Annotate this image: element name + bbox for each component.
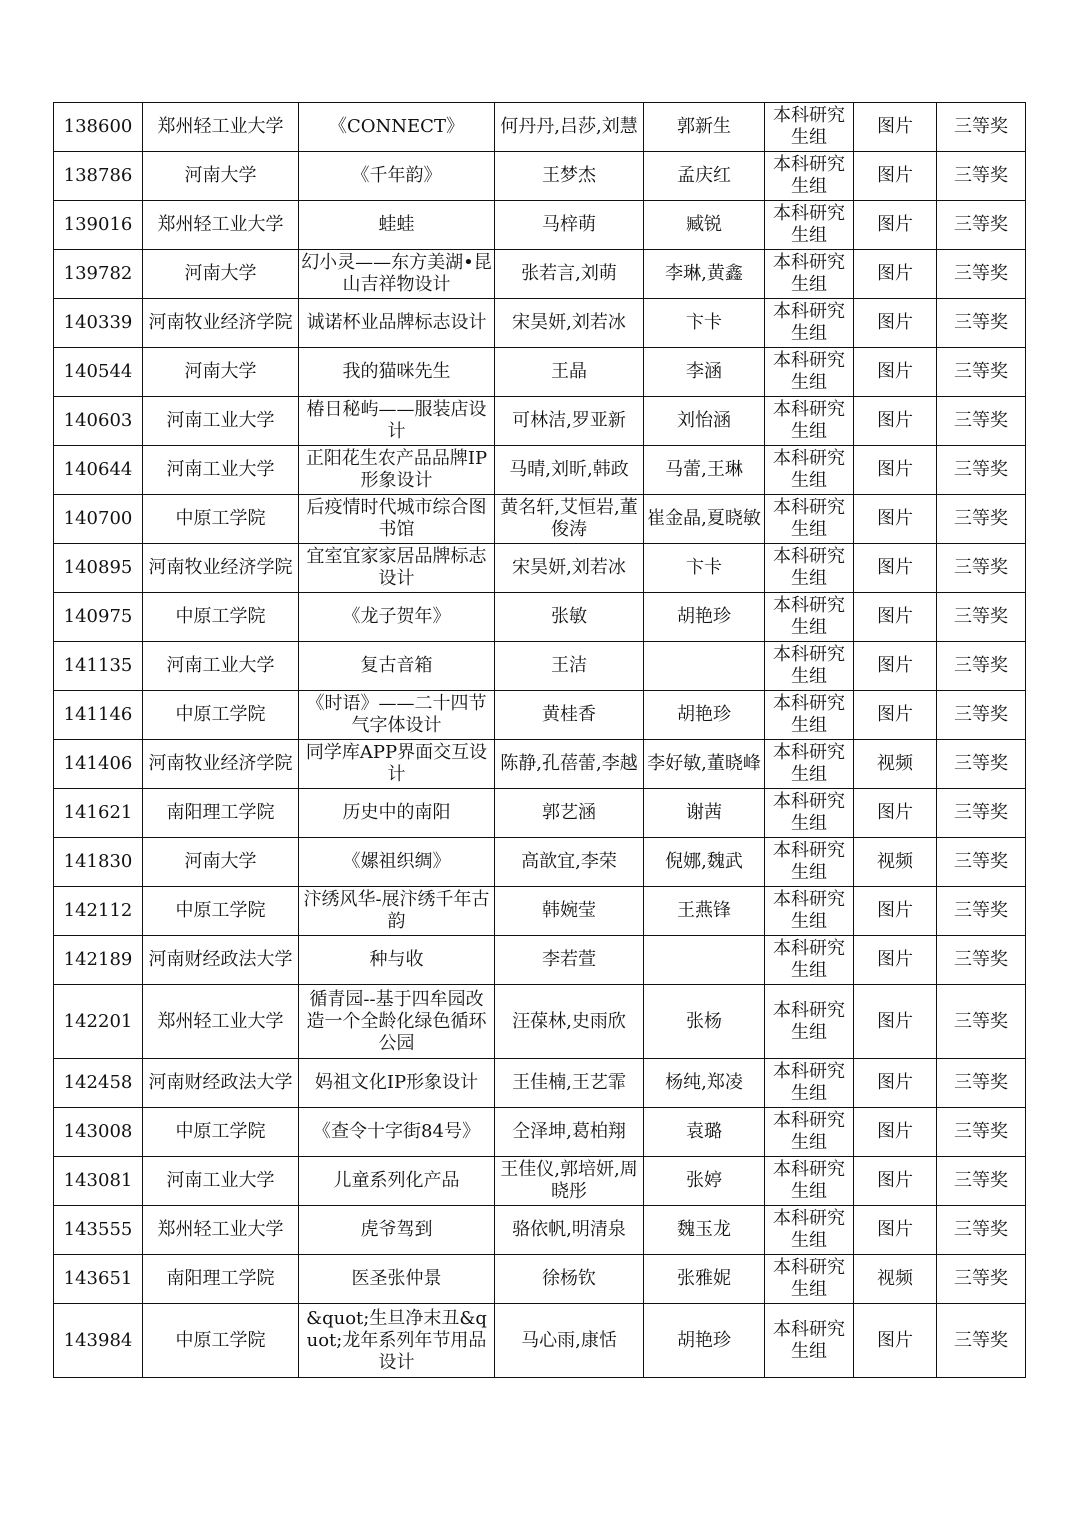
group-cell: 本科研究生组 (765, 1304, 854, 1378)
work-title-cell: 《时语》——二十四节气字体设计 (299, 691, 495, 740)
table-row (54, 1206, 1026, 1255)
advisor-cell: 马蕾,王琳 (644, 446, 765, 495)
advisor-cell: 李琳,黄鑫 (644, 250, 765, 299)
group-cell: 本科研究生组 (765, 1157, 854, 1206)
school-cell: 河南牧业经济学院 (143, 299, 299, 348)
entry-id-cell: 142458 (54, 1059, 143, 1108)
group-cell: 本科研究生组 (765, 103, 854, 152)
group-cell: 本科研究生组 (765, 740, 854, 789)
table-row (54, 544, 1026, 593)
table-row (54, 887, 1026, 936)
table-row (54, 103, 1026, 152)
entry-id-cell: 138786 (54, 152, 143, 201)
work-title-cell: 种与收 (299, 936, 495, 985)
work-type-cell: 图片 (854, 642, 937, 691)
authors-cell: 徐杨钦 (495, 1255, 644, 1304)
work-type-cell: 图片 (854, 152, 937, 201)
entry-id-cell: 140544 (54, 348, 143, 397)
authors-cell: 王佳仪,郭培妍,周晓彤 (495, 1157, 644, 1206)
group-cell: 本科研究生组 (765, 495, 854, 544)
work-title-cell: 蛙蛙 (299, 201, 495, 250)
work-type-cell: 图片 (854, 1108, 937, 1157)
table-row (54, 397, 1026, 446)
work-type-cell: 图片 (854, 1059, 937, 1108)
award-cell: 三等奖 (937, 1157, 1026, 1206)
advisor-cell: 倪娜,魏武 (644, 838, 765, 887)
advisor-cell: 卞卡 (644, 544, 765, 593)
advisor-cell: 王燕锋 (644, 887, 765, 936)
award-cell: 三等奖 (937, 838, 1026, 887)
authors-cell: 张敏 (495, 593, 644, 642)
school-cell: 河南工业大学 (143, 446, 299, 495)
advisor-cell: 袁璐 (644, 1108, 765, 1157)
award-cell: 三等奖 (937, 103, 1026, 152)
entry-id-cell: 143651 (54, 1255, 143, 1304)
authors-cell: 黄名轩,艾恒岩,董俊涛 (495, 495, 644, 544)
school-cell: 河南牧业经济学院 (143, 544, 299, 593)
award-cell: 三等奖 (937, 887, 1026, 936)
authors-cell: 宋昊妍,刘若冰 (495, 544, 644, 593)
award-cell: 三等奖 (937, 152, 1026, 201)
advisor-cell: 卞卡 (644, 299, 765, 348)
group-cell: 本科研究生组 (765, 887, 854, 936)
work-title-cell: 同学库APP界面交互设计 (299, 740, 495, 789)
authors-cell: 马梓萌 (495, 201, 644, 250)
authors-cell: 黄桂香 (495, 691, 644, 740)
table-row (54, 642, 1026, 691)
school-cell: 南阳理工学院 (143, 789, 299, 838)
work-title-cell: 幻小灵——东方美湖•昆山吉祥物设计 (299, 250, 495, 299)
group-cell: 本科研究生组 (765, 936, 854, 985)
entry-id-cell: 140603 (54, 397, 143, 446)
table-row (54, 250, 1026, 299)
work-title-cell: 诚诺杯业品牌标志设计 (299, 299, 495, 348)
group-cell: 本科研究生组 (765, 1108, 854, 1157)
work-type-cell: 图片 (854, 1206, 937, 1255)
authors-cell: 张若言,刘萌 (495, 250, 644, 299)
entry-id-cell: 143008 (54, 1108, 143, 1157)
authors-cell: 李若萱 (495, 936, 644, 985)
work-title-cell: 儿童系列化产品 (299, 1157, 495, 1206)
authors-cell: 马晴,刘昕,韩政 (495, 446, 644, 495)
school-cell: 郑州轻工业大学 (143, 1206, 299, 1255)
table-row (54, 201, 1026, 250)
work-type-cell: 视频 (854, 838, 937, 887)
entry-id-cell: 139782 (54, 250, 143, 299)
table-row (54, 1255, 1026, 1304)
work-title-cell: &quot;生旦净末丑&quot;龙年系列年节用品设计 (299, 1304, 495, 1378)
work-type-cell: 图片 (854, 936, 937, 985)
entry-id-cell: 141830 (54, 838, 143, 887)
table-row (54, 446, 1026, 495)
school-cell: 中原工学院 (143, 1108, 299, 1157)
award-cell: 三等奖 (937, 397, 1026, 446)
group-cell: 本科研究生组 (765, 446, 854, 495)
work-title-cell: 正阳花生农产品品牌IP形象设计 (299, 446, 495, 495)
work-title-cell: 虎爷驾到 (299, 1206, 495, 1255)
work-type-cell: 图片 (854, 544, 937, 593)
authors-cell: 马心雨,康恬 (495, 1304, 644, 1378)
group-cell: 本科研究生组 (765, 985, 854, 1059)
school-cell: 河南大学 (143, 250, 299, 299)
advisor-cell: 张雅妮 (644, 1255, 765, 1304)
school-cell: 中原工学院 (143, 691, 299, 740)
award-list-table (53, 102, 1026, 1378)
school-cell: 河南大学 (143, 348, 299, 397)
entry-id-cell: 142112 (54, 887, 143, 936)
table-row (54, 936, 1026, 985)
table-row (54, 495, 1026, 544)
entry-id-cell: 141621 (54, 789, 143, 838)
authors-cell: 可林洁,罗亚新 (495, 397, 644, 446)
award-cell: 三等奖 (937, 544, 1026, 593)
work-title-cell: 历史中的南阳 (299, 789, 495, 838)
school-cell: 南阳理工学院 (143, 1255, 299, 1304)
work-type-cell: 图片 (854, 887, 937, 936)
authors-cell: 何丹丹,吕莎,刘慧 (495, 103, 644, 152)
advisor-cell: 张杨 (644, 985, 765, 1059)
entry-id-cell: 143081 (54, 1157, 143, 1206)
advisor-cell: 谢茜 (644, 789, 765, 838)
work-type-cell: 图片 (854, 250, 937, 299)
entry-id-cell: 142189 (54, 936, 143, 985)
authors-cell: 陈静,孔蓓蕾,李越 (495, 740, 644, 789)
table-row (54, 348, 1026, 397)
work-title-cell: 汴绣风华-展汴绣千年古韵 (299, 887, 495, 936)
school-cell: 中原工学院 (143, 593, 299, 642)
work-title-cell: 《千年韵》 (299, 152, 495, 201)
work-title-cell: 《CONNECT》 (299, 103, 495, 152)
table-row (54, 1108, 1026, 1157)
school-cell: 郑州轻工业大学 (143, 985, 299, 1059)
award-cell: 三等奖 (937, 348, 1026, 397)
school-cell: 郑州轻工业大学 (143, 201, 299, 250)
group-cell: 本科研究生组 (765, 593, 854, 642)
table-row (54, 299, 1026, 348)
advisor-cell: 崔金晶,夏晓敏 (644, 495, 765, 544)
table-body (54, 103, 1026, 1378)
group-cell: 本科研究生组 (765, 1059, 854, 1108)
entry-id-cell: 140700 (54, 495, 143, 544)
authors-cell: 宋昊妍,刘若冰 (495, 299, 644, 348)
award-cell: 三等奖 (937, 1255, 1026, 1304)
award-cell: 三等奖 (937, 495, 1026, 544)
advisor-cell: 胡艳珍 (644, 593, 765, 642)
group-cell: 本科研究生组 (765, 838, 854, 887)
award-cell: 三等奖 (937, 1108, 1026, 1157)
work-title-cell: 《龙子贺年》 (299, 593, 495, 642)
entry-id-cell: 142201 (54, 985, 143, 1059)
school-cell: 中原工学院 (143, 1304, 299, 1378)
entry-id-cell: 143555 (54, 1206, 143, 1255)
entry-id-cell: 140644 (54, 446, 143, 495)
authors-cell: 王洁 (495, 642, 644, 691)
advisor-cell: 胡艳珍 (644, 691, 765, 740)
work-type-cell: 图片 (854, 348, 937, 397)
work-title-cell: 《嫘祖织绸》 (299, 838, 495, 887)
award-cell: 三等奖 (937, 789, 1026, 838)
table-row (54, 691, 1026, 740)
authors-cell: 王晶 (495, 348, 644, 397)
work-title-cell: 《查令十字街84号》 (299, 1108, 495, 1157)
award-cell: 三等奖 (937, 642, 1026, 691)
group-cell: 本科研究生组 (765, 397, 854, 446)
award-cell: 三等奖 (937, 593, 1026, 642)
group-cell: 本科研究生组 (765, 642, 854, 691)
table-row (54, 152, 1026, 201)
entry-id-cell: 140895 (54, 544, 143, 593)
work-title-cell: 复古音箱 (299, 642, 495, 691)
authors-cell: 汪葆林,史雨欣 (495, 985, 644, 1059)
work-type-cell: 视频 (854, 740, 937, 789)
work-type-cell: 视频 (854, 1255, 937, 1304)
table-row (54, 740, 1026, 789)
school-cell: 河南工业大学 (143, 642, 299, 691)
award-cell: 三等奖 (937, 250, 1026, 299)
advisor-cell (644, 642, 765, 691)
authors-cell: 郭艺涵 (495, 789, 644, 838)
school-cell: 河南财经政法大学 (143, 936, 299, 985)
school-cell: 郑州轻工业大学 (143, 103, 299, 152)
group-cell: 本科研究生组 (765, 152, 854, 201)
group-cell: 本科研究生组 (765, 250, 854, 299)
table-row (54, 1304, 1026, 1378)
work-title-cell: 循青园--基于四牟园改造一个全龄化绿色循环公园 (299, 985, 495, 1059)
entry-id-cell: 138600 (54, 103, 143, 152)
work-title-cell: 医圣张仲景 (299, 1255, 495, 1304)
award-cell: 三等奖 (937, 740, 1026, 789)
school-cell: 中原工学院 (143, 495, 299, 544)
work-title-cell: 后疫情时代城市综合图书馆 (299, 495, 495, 544)
work-type-cell: 图片 (854, 1157, 937, 1206)
advisor-cell (644, 936, 765, 985)
work-type-cell: 图片 (854, 495, 937, 544)
group-cell: 本科研究生组 (765, 299, 854, 348)
entry-id-cell: 141406 (54, 740, 143, 789)
group-cell: 本科研究生组 (765, 691, 854, 740)
work-type-cell: 图片 (854, 593, 937, 642)
work-type-cell: 图片 (854, 446, 937, 495)
work-type-cell: 图片 (854, 201, 937, 250)
table-row (54, 985, 1026, 1059)
advisor-cell: 孟庆红 (644, 152, 765, 201)
award-cell: 三等奖 (937, 936, 1026, 985)
award-cell: 三等奖 (937, 446, 1026, 495)
authors-cell: 高歆宜,李荣 (495, 838, 644, 887)
work-title-cell: 妈祖文化IP形象设计 (299, 1059, 495, 1108)
authors-cell: 韩婉莹 (495, 887, 644, 936)
table-row (54, 593, 1026, 642)
entry-id-cell: 139016 (54, 201, 143, 250)
table-row (54, 1157, 1026, 1206)
authors-cell: 骆依帆,明清泉 (495, 1206, 644, 1255)
work-title-cell: 宜室宜家家居品牌标志设计 (299, 544, 495, 593)
advisor-cell: 杨纯,郑凌 (644, 1059, 765, 1108)
award-cell: 三等奖 (937, 201, 1026, 250)
group-cell: 本科研究生组 (765, 201, 854, 250)
school-cell: 河南财经政法大学 (143, 1059, 299, 1108)
award-cell: 三等奖 (937, 1304, 1026, 1378)
authors-cell: 王梦杰 (495, 152, 644, 201)
entry-id-cell: 140339 (54, 299, 143, 348)
authors-cell: 王佳楠,王艺霏 (495, 1059, 644, 1108)
work-title-cell: 椿日秘屿——服装店设计 (299, 397, 495, 446)
group-cell: 本科研究生组 (765, 1255, 854, 1304)
advisor-cell: 胡艳珍 (644, 1304, 765, 1378)
advisor-cell: 臧锐 (644, 201, 765, 250)
table-row (54, 838, 1026, 887)
school-cell: 河南工业大学 (143, 397, 299, 446)
advisor-cell: 魏玉龙 (644, 1206, 765, 1255)
entry-id-cell: 141146 (54, 691, 143, 740)
table-row (54, 789, 1026, 838)
table-row (54, 1059, 1026, 1108)
work-type-cell: 图片 (854, 299, 937, 348)
advisor-cell: 李涵 (644, 348, 765, 397)
entry-id-cell: 143984 (54, 1304, 143, 1378)
work-type-cell: 图片 (854, 691, 937, 740)
award-cell: 三等奖 (937, 299, 1026, 348)
school-cell: 河南大学 (143, 838, 299, 887)
school-cell: 河南工业大学 (143, 1157, 299, 1206)
work-type-cell: 图片 (854, 985, 937, 1059)
school-cell: 中原工学院 (143, 887, 299, 936)
work-title-cell: 我的猫咪先生 (299, 348, 495, 397)
entry-id-cell: 141135 (54, 642, 143, 691)
award-cell: 三等奖 (937, 1059, 1026, 1108)
work-type-cell: 图片 (854, 789, 937, 838)
advisor-cell: 张婷 (644, 1157, 765, 1206)
work-type-cell: 图片 (854, 1304, 937, 1378)
group-cell: 本科研究生组 (765, 544, 854, 593)
group-cell: 本科研究生组 (765, 348, 854, 397)
award-cell: 三等奖 (937, 691, 1026, 740)
advisor-cell: 李好敏,董晓峰 (644, 740, 765, 789)
authors-cell: 仝泽坤,葛柏翔 (495, 1108, 644, 1157)
work-type-cell: 图片 (854, 397, 937, 446)
award-cell: 三等奖 (937, 1206, 1026, 1255)
advisor-cell: 郭新生 (644, 103, 765, 152)
group-cell: 本科研究生组 (765, 1206, 854, 1255)
school-cell: 河南牧业经济学院 (143, 740, 299, 789)
award-cell: 三等奖 (937, 985, 1026, 1059)
group-cell: 本科研究生组 (765, 789, 854, 838)
work-type-cell: 图片 (854, 103, 937, 152)
entry-id-cell: 140975 (54, 593, 143, 642)
school-cell: 河南大学 (143, 152, 299, 201)
advisor-cell: 刘怡涵 (644, 397, 765, 446)
